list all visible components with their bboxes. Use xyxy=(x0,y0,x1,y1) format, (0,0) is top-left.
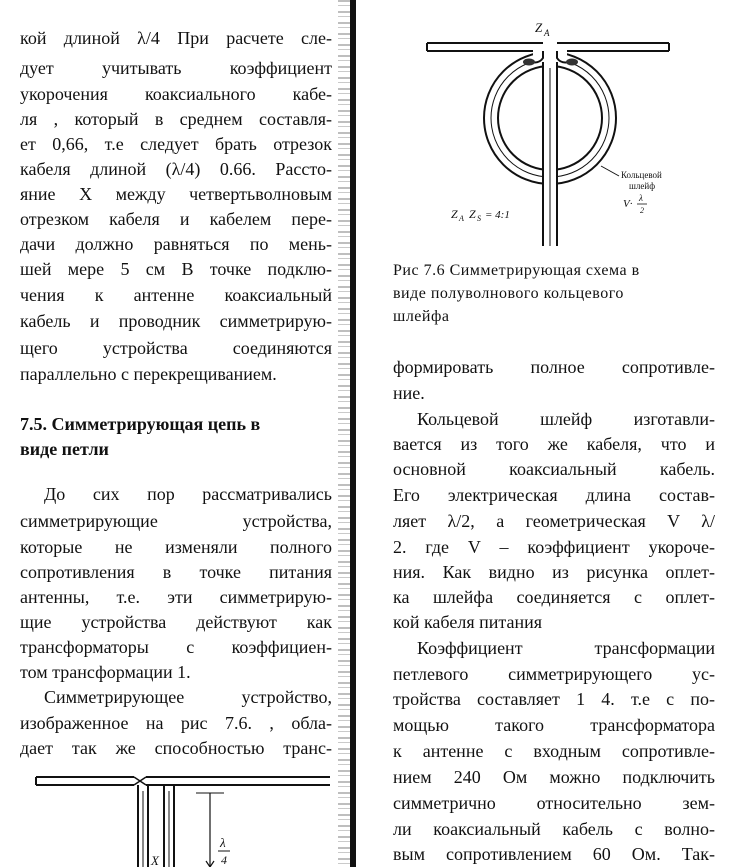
label-x: X xyxy=(151,853,159,867)
dimension-marker-lambda xyxy=(196,793,224,867)
quarter-wave-balun-figure xyxy=(20,765,332,867)
ring-balun-figure xyxy=(393,18,715,254)
text-line: Симметрирующее устройство, xyxy=(44,687,332,707)
text-line: вается из того же кабеля, что и xyxy=(393,434,715,454)
text-line: укорочения коаксиального кабе- xyxy=(20,84,332,104)
label-four: 4 xyxy=(221,853,227,867)
caption-line: шлейфа xyxy=(393,308,450,325)
text-line: Кольцевой шлейф изготавли- xyxy=(417,409,715,429)
coax-feed-cable xyxy=(138,785,148,867)
caption-line: Рис 7.6 Симметрирующая схема в xyxy=(393,262,640,279)
text-line: ния. Как видно из рисунка оплет- xyxy=(393,562,715,582)
text-line: мощью такого трансформатора xyxy=(393,715,715,735)
text-line: кабель и проводник симметрирую- xyxy=(20,311,332,331)
text-line: дачи должно равняться по мень- xyxy=(20,234,332,254)
text-line: ет 0,66, т.е следует брать отрезок xyxy=(20,134,332,154)
text-line: ли коаксиальный кабель с волно- xyxy=(393,819,715,839)
text-line: трансформаторы с коэффициен- xyxy=(20,637,332,657)
text-line: чения к антенне коаксиальный xyxy=(20,285,332,305)
caption-line: виде полуволнового кольцевого xyxy=(393,285,624,302)
text-line: Коэффициент трансформации xyxy=(417,638,715,658)
text-line: Его электрическая длина состав- xyxy=(393,485,715,505)
label-za: Z xyxy=(535,20,543,35)
text-line: сопротивления в точке питания xyxy=(20,562,332,582)
text-line: формировать полное сопротивле- xyxy=(393,357,715,377)
text-line: изображенное на рис 7.6. , обла- xyxy=(20,713,332,733)
text-line: дает так же способностью транс- xyxy=(20,738,332,758)
svg-text:= 4:1: = 4:1 xyxy=(485,209,510,221)
text-line: ние. xyxy=(393,383,425,403)
text-line: тройства составляет 1 4. т.е с по- xyxy=(393,689,715,709)
label-lambda: λ xyxy=(220,835,226,850)
coax-feed-cable xyxy=(543,62,557,246)
text-line: вым сопротивлением 60 Ом. Так- xyxy=(393,844,715,864)
label-ring: Кольцевой xyxy=(621,170,662,180)
svg-text:S: S xyxy=(477,214,481,223)
text-line: щего устройства соединяются xyxy=(20,338,332,358)
label-v: V· xyxy=(623,198,633,210)
text-line: шей мере 5 см В точке подклю- xyxy=(20,259,332,279)
text-line: петлевого симметрирующего ус- xyxy=(393,664,715,684)
quarter-wave-stub xyxy=(164,785,174,867)
label-ring-2: шлейф xyxy=(629,181,656,191)
text-line: щие устройства действуют как xyxy=(20,612,332,632)
text-line: До сих пор рассматривались xyxy=(44,484,332,504)
antenna-dipole-right xyxy=(557,43,669,51)
label-v-num: λ xyxy=(639,193,643,203)
text-line: основной коаксиальный кабель. xyxy=(393,459,715,479)
page-gutter xyxy=(350,0,356,867)
page-gutter-shadow xyxy=(338,0,350,867)
svg-text:Z: Z xyxy=(451,207,458,221)
text-line: параллельно с перекрещиванием. xyxy=(20,364,277,384)
text-line: яние X между четвертьволновым xyxy=(20,184,332,204)
text-line: симметрично относительно зем- xyxy=(393,793,715,813)
text-line: ля , который в среднем составля- xyxy=(20,109,332,129)
svg-text:Z: Z xyxy=(469,207,476,221)
text-line: антенны, т.е. эти симметрирую- xyxy=(20,587,332,607)
text-line: ка шлейфа соединяется с оплет- xyxy=(393,587,715,607)
antenna-dipole-right xyxy=(146,777,330,785)
label-impedance-ratio xyxy=(451,207,510,223)
antenna-dipole-left xyxy=(36,777,134,785)
text-line: кабеля длиной (λ/4) 0.66. Рассто- xyxy=(20,159,332,179)
text-line: отрезком кабеля и кабелем пере- xyxy=(20,209,332,229)
label-v-den: 2 xyxy=(640,206,644,215)
text-line: кой длиной λ/4 При расчете сле- xyxy=(20,28,332,48)
text-line: к антенне с входным сопротивле- xyxy=(393,741,715,761)
text-line: том трансформации 1. xyxy=(20,662,191,682)
ring-leader-line xyxy=(601,166,619,176)
heading-line: 7.5. Симметрирующая цепь в xyxy=(20,414,261,434)
text-line: ляет λ/2, а геометрическая V λ/ xyxy=(393,511,715,531)
svg-text:A: A xyxy=(459,214,464,223)
antenna-dipole-left xyxy=(427,43,543,51)
text-line: нием 240 Ом можно подключить xyxy=(393,767,715,787)
text-line: симметрирующие устройства, xyxy=(20,511,332,531)
label-za-sub: A xyxy=(544,28,550,38)
text-line: кой кабеля питания xyxy=(393,612,542,632)
heading-line: виде петли xyxy=(20,439,109,459)
text-line: которые не изменяли полного xyxy=(20,537,332,557)
feed-crossover xyxy=(134,777,146,785)
text-line: 2. где V – коэффициент укороче- xyxy=(393,537,715,557)
text-line: дует учитывать коэффициент xyxy=(20,58,332,78)
